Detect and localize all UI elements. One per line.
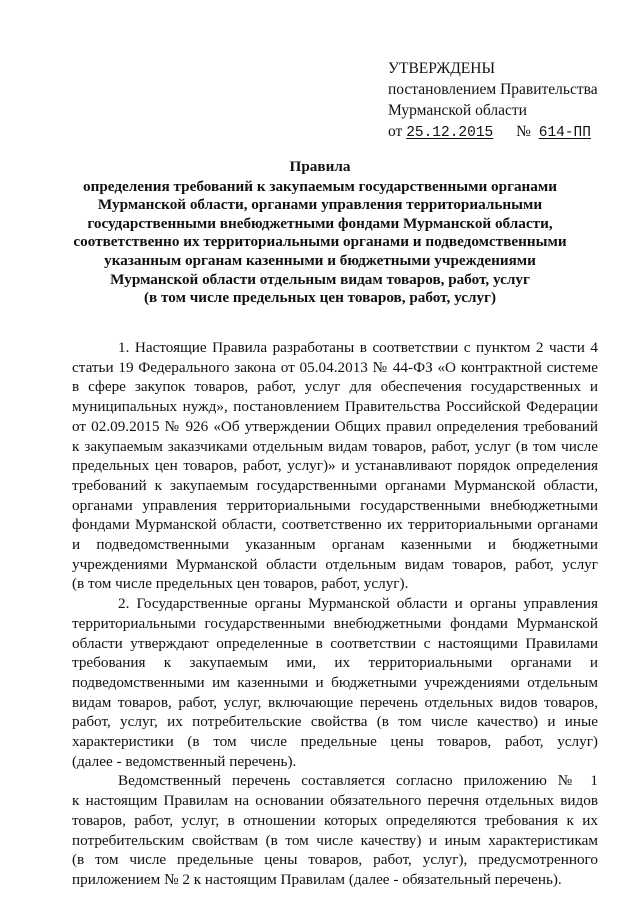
document-body <box>72 338 598 890</box>
title-line: указанным органам казенными и бюджетными учреждениями <box>104 251 536 269</box>
paragraph-3 <box>72 771 598 889</box>
paragraph-2 <box>72 594 598 771</box>
text-line: требований к закупаемым государственными органами Мурманской области, <box>72 476 598 494</box>
text-line: области утверждают определенные в соответствии с настоящими Правилами <box>72 634 598 652</box>
approval-date-line <box>388 121 628 144</box>
text-line: муниципальных нужд», постановлением Правительства Российской Федерации <box>72 398 598 416</box>
text-line: характеристики (в том числе предельные цены товаров, работ, услуг) <box>72 733 598 751</box>
approval-stamp <box>388 58 628 144</box>
title-line: государственными внебюджетными фондами Мурманской области, <box>87 214 553 232</box>
text-line: предельных цен товаров, работ, услуг)» и устанавливают порядок определения <box>72 457 598 475</box>
text-line: к закупаемым заказчиками отдельным видам товаров, работ, услуг (в том числе <box>72 437 598 455</box>
title-line: соответственно их территориальными органами и подведомственными <box>73 233 567 251</box>
date-prefix: от <box>388 123 403 140</box>
approval-date: 25.12.2015 <box>406 125 494 141</box>
text-line: приложением № 2 к настоящим Правилам (далее - обязательный перечень). <box>72 870 562 888</box>
title-line: Мурманской области отдельным видам товаров, работ, услуг <box>110 270 530 288</box>
text-line: работ, услуг, их потребительские свойства (в том числе качество) и иные <box>72 713 598 731</box>
approval-line-1: постановлением Правительства <box>388 81 598 98</box>
text-line: подведомственными им казенными и бюджетными учреждениями отдельным <box>72 673 598 691</box>
text-line: от 02.09.2015 № 926 «Об утверждении Общих правил определения требований <box>72 417 598 435</box>
text-line: 1. Настоящие Правила разработаны в соответствии с пунктом 2 части 4 <box>118 339 598 356</box>
text-line: требования к закупаемым ими, их территориальными органами и <box>72 654 598 672</box>
document-title-block <box>60 158 580 308</box>
text-line: территориальными государственными внебюджетными фондами Мурманской <box>72 614 598 632</box>
paragraph-1 <box>72 338 598 594</box>
text-line: органами управления территориальными государственными внебюджетными <box>72 496 598 514</box>
title-line: определения требований к закупаемым государственными органами <box>83 177 557 195</box>
text-line: к настоящим Правилам на основании обязательного перечня отдельных видов <box>72 792 598 810</box>
number-label: № <box>516 123 531 140</box>
text-line: учреждениями Мурманской области отдельным видам товаров, работ, услуг <box>72 555 598 573</box>
text-line: потребительским свойствам (в том числе качеству) и иным характеристикам <box>72 831 598 849</box>
text-line: (далее - ведомственный перечень). <box>72 752 297 770</box>
document-title: Правила <box>289 158 351 175</box>
text-line: фондами Мурманской области, соответственно их территориальными органами <box>72 516 598 534</box>
text-line: видам товаров, работ, услуг, включающие перечень отдельных видов товаров, <box>72 693 598 711</box>
text-line: и подведомственными указанным органам казенными и бюджетными <box>72 536 598 554</box>
text-line: (в том числе предельные цены товаров, работ, услуг), предусмотренного <box>72 851 598 869</box>
text-line: статьи 19 Федерального закона от 05.04.2013 № 44-ФЗ «О контрактной системе <box>72 358 598 376</box>
approval-heading: УТВЕРЖДЕНЫ <box>388 60 495 77</box>
title-line: (в том числе предельных цен товаров, работ, услуг) <box>143 289 497 307</box>
title-line: Мурманской области, органами управления территориальными <box>97 196 543 214</box>
approval-line-2: Мурманской области <box>388 102 527 119</box>
text-line: товаров, работ, услуг, в отношении которых определяются требования к их <box>72 811 598 829</box>
text-line: 2. Государственные органы Мурманской области и органы управления <box>118 595 598 613</box>
text-line: в сфере закупок товаров, работ, услуг для обеспечения государственных и <box>72 378 598 396</box>
text-line: (в том числе предельных цен товаров, работ, услуг). <box>72 575 409 593</box>
text-line: Ведомственный перечень составляется согласно приложению № 1 <box>118 772 598 790</box>
approval-number: 614-ПП <box>538 125 591 141</box>
